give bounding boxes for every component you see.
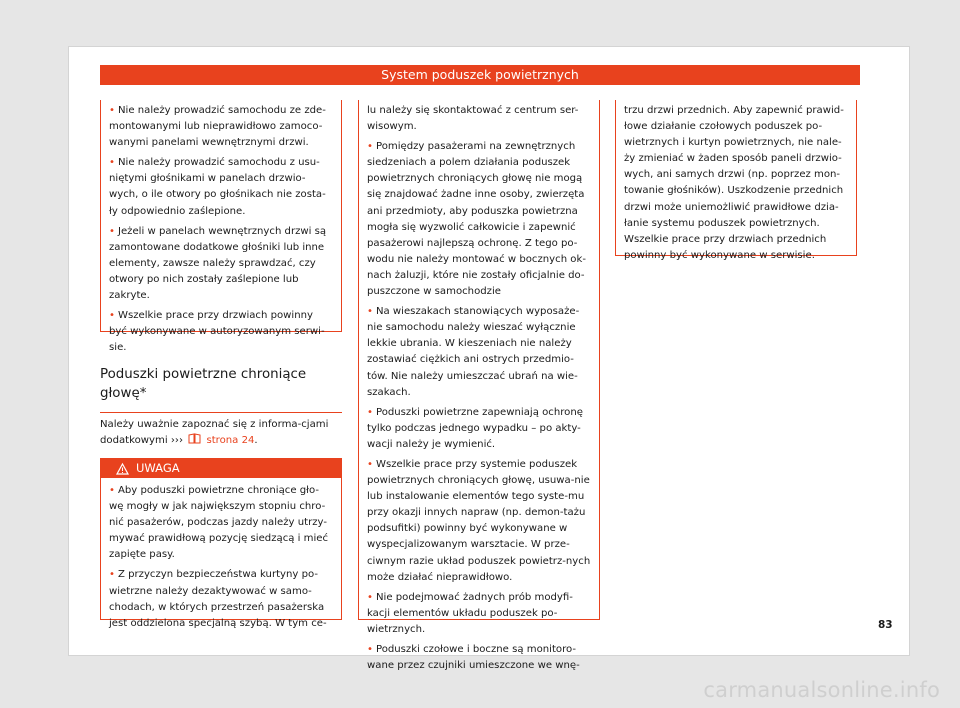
page-title: System poduszek powietrznych [100, 65, 860, 85]
section-heading: Poduszki powietrzne chroniące głowę* [100, 365, 342, 413]
warning-continuation-box [358, 100, 600, 672]
bullet-icon: • [109, 485, 115, 496]
list-item: • Aby poduszki powietrzne chroniące gło-wę mogły w jak największym stopniu chro-nić pasażerów, podczas jazdy należy utrzy-mywać prawidłową pozycję siedzącą i mieć zapięte pasy. [109, 485, 329, 561]
list-item: • Na wieszakach stanowiących wyposaże-nie samochodu należy wieszać wyłącznie lekkie ubrania. W kieszeniach nie należy zostawiać ciężkich ani ostrych przedmio-tów. Nie należy umieszczać ubrań na wie-szakach. [367, 306, 580, 398]
list-item-continuation: lu należy się skontaktować z centrum ser-wisowym. [367, 105, 579, 133]
list-item: • Wszelkie prace przy drzwiach powinny być wykonywane w autoryzowanym serwi-sie. [109, 310, 325, 354]
list-item: • Poduszki powietrzne zapewniają ochronę tylko podczas jednego wypadku – po akty-wacji należy je wymienić. [367, 406, 583, 450]
bullet-icon: • [367, 458, 373, 470]
page-reference-link[interactable]: strona 24 [206, 435, 255, 447]
bullet-icon: • [367, 306, 373, 318]
bullet-icon: • [109, 310, 115, 322]
bullet-icon: • [367, 406, 373, 418]
watermark: carmanualsonline.info [703, 678, 940, 702]
list-item-continuation: trzu drzwi przednich. Aby zapewnić prawid-łowe działanie czołowych poduszek po-wietrznych i kurtyn powietrznych, nie nale-ży zmieniać w żaden sposób paneli drzwio-wych, ani samych drzwi (np. poprzez mon-towanie głośników). Uszkodzenie przednich drzwi może uniemożliwić prawidłowe dzia-łanie systemu poduszek powietrznych. Wszelkie prace przy drzwiach przednich powinny być wykonywane w serwisie. [624, 105, 844, 261]
warning-box [100, 478, 342, 629]
bullet-icon: • [109, 225, 115, 237]
warning-continuation-box [100, 100, 342, 354]
bullet-icon: • [109, 157, 115, 169]
list-item: • Pomiędzy pasażerami na zewnętrznych siedzeniach a polem działania poduszek powietrznych chroniących głowę nie mogą się znajdować żadne inne osoby, zwierzęta ani przedmioty, aby poduszka powietrzna mogła się wyzwolić całkowicie i zapewnić pasażerowi najlepszą ochronę. Z tego po-wodu nie należy montować w bocznych ok-nach żaluzji, które nie zostały oficjalnie do-puszczone w samochodzie [367, 141, 586, 298]
list-item: • Nie należy prowadzić samochodu z usu-niętymi głośnikami w panelach drzwio-wych, o ile otwory po głośnikach nie zosta-ły odpowiednio zaślepione. [109, 157, 326, 217]
book-reference-icon [188, 433, 201, 444]
bullet-icon: • [367, 141, 373, 153]
list-item: • Wszelkie prace przy systemie poduszek powietrznych chroniących głowę, usuwa-nie lub instalowanie elementów tego syste-mu przy okazji innych napraw (np. demon-tażu podsufitki) powinny być wykonywane w wyspecjalizowanym warsztacie. W prze-ciwnym razie układ poduszek powietrz-nych może działać nieprawidłowo. [367, 458, 591, 583]
bullet-icon: • [367, 644, 373, 655]
warning-header: UWAGA [100, 458, 342, 478]
list-item: • Jeżeli w panelach wewnętrznych drzwi są zamontowane dodatkowe głośniki lub inne elementy, zawsze należy sprawdzać, czy otwory po nich zostały zaślepione lub zakryte. [109, 225, 327, 302]
bullet-icon: • [109, 105, 115, 116]
page-number: 83 [878, 619, 893, 631]
list-item: • Nie należy prowadzić samochodu ze zde-montowanymi lub nieprawidłowo zamoco-wanymi panelami wewnętrznymi drzwi. [109, 105, 326, 149]
list-item: • Poduszki czołowe i boczne są monitoro-wane przez czujniki umieszczone we wnę- [367, 644, 580, 672]
intro-paragraph: Należy uważnie zapoznać się z informa-cjami dodatkowymi ››› strona 24. [100, 419, 329, 447]
list-item: • Z przyczyn bezpieczeństwa kurtyny po-wietrzne należy dezaktywować w samo-chodach, w których przestrzeń pasażerska jest oddzielona specjalną szybą. W tym ce- [109, 569, 327, 629]
warning-triangle-icon [116, 463, 129, 475]
warning-continuation-box [615, 100, 857, 261]
bullet-icon: • [367, 591, 373, 603]
list-item: • Nie podejmować żadnych prób modyfi-kacji elementów układu poduszek po-wietrznych. [367, 591, 573, 635]
bullet-icon: • [109, 569, 115, 581]
